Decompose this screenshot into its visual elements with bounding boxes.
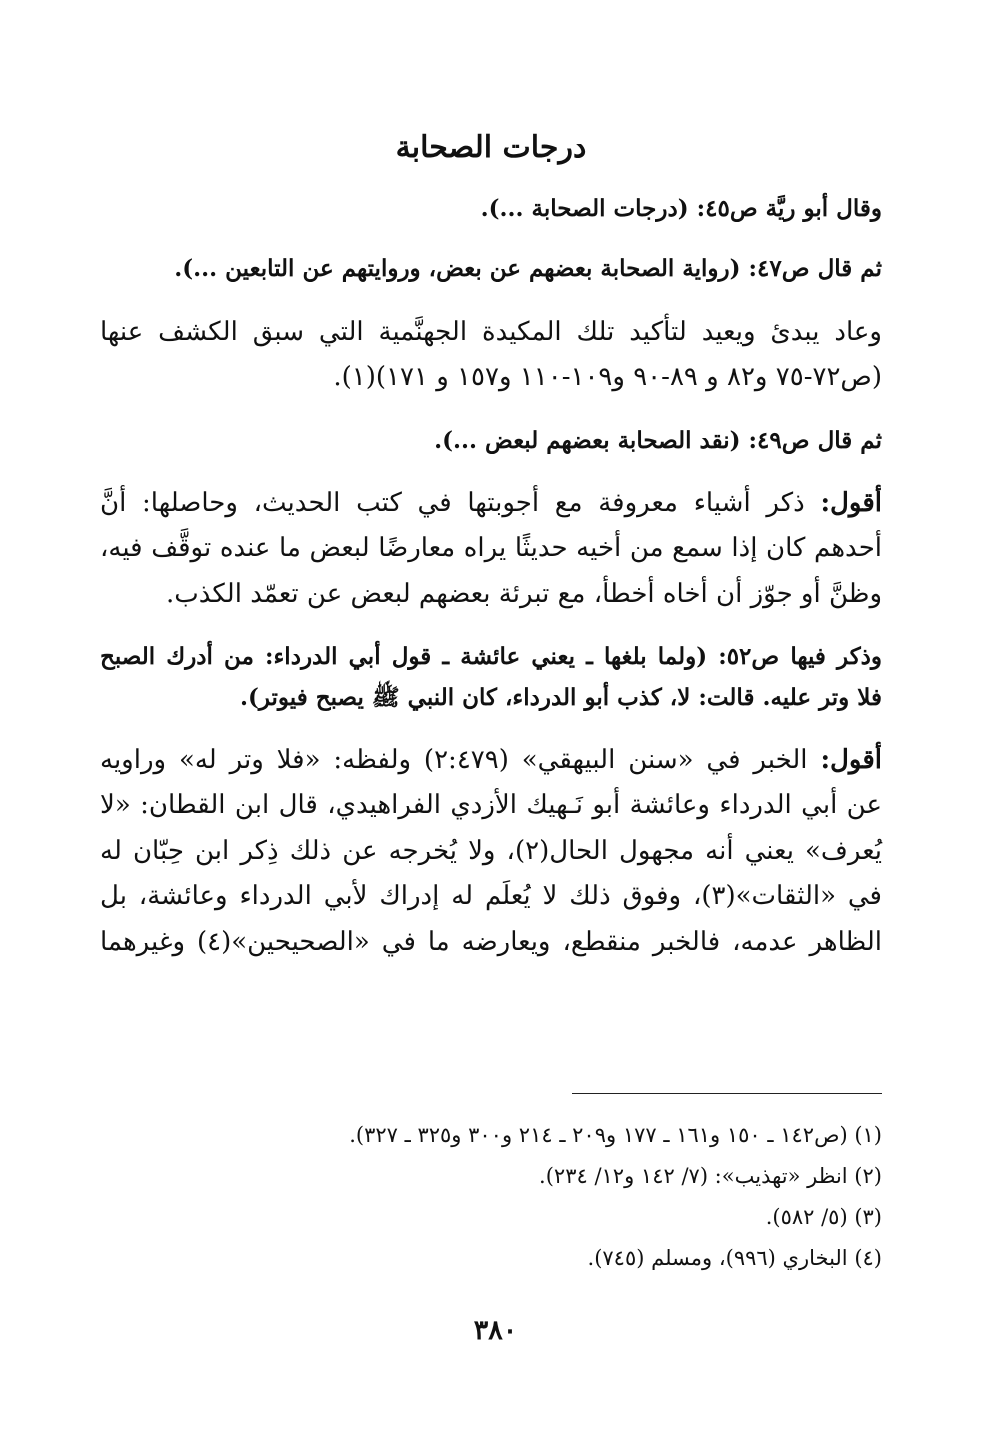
paragraph-1	[100, 189, 882, 229]
text-line: وظنَّ أو جوّز أن أخاه أخطأ، مع تبرئة بعضهم لبعض عن تعمّد الكذب.	[166, 578, 882, 609]
text-line: في «الثقات»(٣)، وفوق ذلك لا يُعلَم له إدراك لأبي الدرداء وعائشة، بل	[100, 881, 882, 912]
page-body	[100, 128, 882, 985]
paragraph-7	[100, 738, 882, 966]
page-number: ٣٨٠	[473, 1315, 518, 1346]
quote-line: ثم قال ص٤٩: (نقد الصحابة بعضهم لبعض ...).	[434, 426, 882, 454]
quote-line: وقال أبو ريَّة ص٤٥: (درجات الصحابة ...).	[480, 195, 882, 222]
text-line	[100, 738, 882, 784]
paragraph-6	[100, 637, 882, 718]
quote-line: فلا وتر عليه. قالت: لا، كذب أبو الدرداء، كان النبي ﷺ يصبح فيوتر).	[239, 683, 882, 711]
text-line: (ص٧٢-٧٥ و٨٢ و ٨٩-٩٠ و١٠٩-١١٠ و١٥٧ و ١٧١)(١).	[333, 362, 882, 392]
text-line: الظاهر عدمه، فالخبر منقطع، ويعارضه ما في «الصحيحين»(٤) وغيرهما	[100, 926, 882, 957]
text-line: يُعرف» يعني أنه مجهول الحال(٢)، ولا يُخرجه عن ذلك ذِكر ابن حِبّان له	[100, 835, 883, 866]
paragraph-2	[100, 249, 882, 289]
text-span: ذكر أشياء معروفة مع أجوبتها في كتب الحديث، وحاصلها: أنَّ	[100, 487, 805, 518]
paragraph-4	[100, 421, 882, 461]
footnote: (١) (ص١٤٢ ـ ١٥٠ و١٦١ ـ ١٧٧ و٢٠٩ ـ ٢١٤ و٣٠٠ و٣٢٥ ـ ٣٢٧).	[349, 1123, 882, 1147]
text-line	[100, 481, 882, 527]
footnotes	[122, 1115, 882, 1279]
lead-word: أقول:	[820, 487, 883, 518]
paragraph-3	[100, 310, 882, 401]
text-line: أحدهم كان إذا سمع من أخيه حديثًا يراه معارضًا لبعض ما عنده توقَّف فيه،	[100, 533, 882, 564]
text-line: وعاد يبدئ ويعيد لتأكيد تلك المكيدة الجهنَّمية التي سبق الكشف عنها	[100, 316, 882, 347]
quote-line: ثم قال ص٤٧: (رواية الصحابة بعضهم عن بعض، وروايتهم عن التابعين ...).	[174, 255, 882, 283]
footnote: (٤) البخاري (٩٩٦)، ومسلم (٧٤٥).	[587, 1245, 882, 1270]
footnote-divider	[572, 1093, 882, 1094]
quote-line: وذكر فيها ص٥٢: (ولما بلغها ـ يعني عائشة ـ قول أبي الدرداء: من أدرك الصبح	[100, 643, 882, 671]
page-title: درجات الصحابة	[395, 130, 587, 165]
text-span: الخبر في «سنن البيهقي» (٢:٤٧٩) ولفظه: «فلا وتر له» وراويه	[100, 744, 808, 775]
text-line: عن أبي الدرداء وعائشة أبو نَـهيك الأزدي الفراهيدي، قال ابن القطان: «لا	[100, 790, 882, 821]
lead-word: أقول:	[820, 744, 883, 775]
paragraph-5	[100, 481, 882, 618]
footnote: (٢) انظر «تهذيب»: (٧/ ١٤٢ و١٢/ ٢٣٤).	[539, 1163, 882, 1188]
footnote: (٣) (٥/ ٥٨٢).	[765, 1204, 882, 1229]
